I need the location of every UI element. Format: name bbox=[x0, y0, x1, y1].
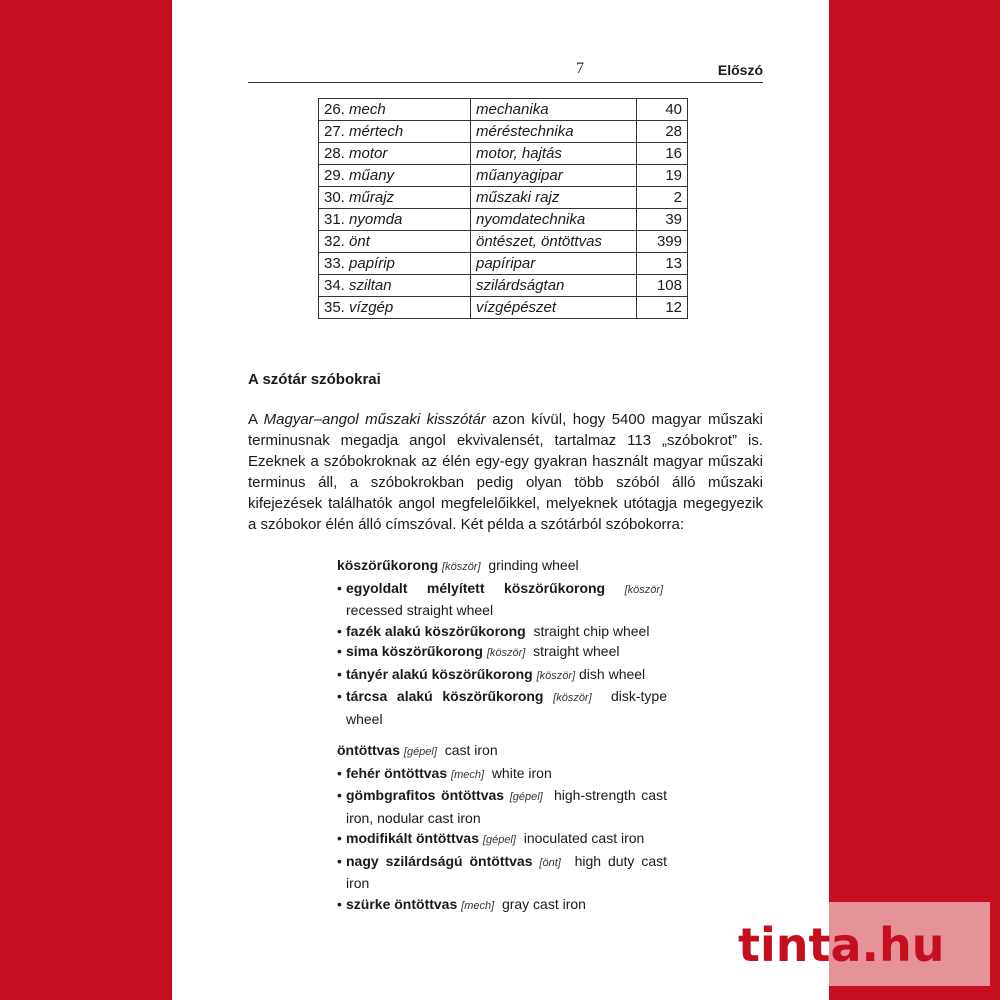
abbreviation: vízgép bbox=[349, 299, 394, 316]
table-row bbox=[319, 253, 688, 275]
abbreviation: mértech bbox=[349, 123, 404, 140]
domain-label: [köször] bbox=[442, 561, 481, 573]
table-row bbox=[319, 143, 688, 165]
abbreviation: műany bbox=[349, 167, 395, 184]
row-number: 34. bbox=[324, 277, 345, 294]
entry-headword-row bbox=[337, 740, 667, 763]
bullet-icon: • bbox=[337, 622, 342, 639]
row-number: 30. bbox=[324, 189, 345, 206]
abbreviation: mech bbox=[349, 101, 386, 118]
list-item: • tárcsa alakú köszörűkorong [köször] disk-type wheel bbox=[337, 688, 667, 727]
meaning: műanyagipar bbox=[471, 165, 637, 187]
table-row bbox=[319, 99, 688, 121]
abbreviation: nyomda bbox=[349, 211, 403, 228]
intro-paragraph: A Magyar–angol műszaki kisszótár azon kívül, hogy 5400 magyar műszaki terminusnak megadja angol ekvivalensét, tartalmaz 113 „szóbokrot” is. Ezeknek a szóbokroknak az élén egy-egy gyakran használt magyar műszaki terminus áll, a szóbokrokban pedig olyan több szóból álló műszaki kifejezések találhatók angol megfelelőikkel, melyeknek utótagja megegyezik a szóbokor élén álló címszóval. Két példa a szótárból szóbokorra: bbox=[248, 411, 763, 533]
count: 108 bbox=[637, 275, 688, 297]
meaning: vízgépészet bbox=[471, 297, 637, 319]
count: 19 bbox=[637, 165, 688, 187]
row-number: 32. bbox=[324, 233, 345, 250]
meaning: papíripar bbox=[471, 253, 637, 275]
meaning: mechanika bbox=[471, 99, 637, 121]
table-row bbox=[319, 165, 688, 187]
row-number: 26. bbox=[324, 101, 345, 118]
dictionary-entry-koszorukorong bbox=[337, 555, 667, 729]
entry-headword-row bbox=[337, 555, 667, 578]
row-number: 27. bbox=[324, 123, 345, 140]
table-row bbox=[319, 209, 688, 231]
count: 13 bbox=[637, 253, 688, 275]
table-row bbox=[319, 275, 688, 297]
bullet-icon: • bbox=[337, 787, 342, 803]
headword: öntöttvas bbox=[337, 742, 400, 758]
abbreviation-table bbox=[318, 98, 688, 319]
section-title: Előszó bbox=[717, 62, 763, 78]
table-row bbox=[319, 297, 688, 319]
list-item: • modifikált öntöttvas [gépel] inoculated cast iron bbox=[337, 828, 667, 851]
bullet-icon: • bbox=[337, 830, 342, 846]
table-row bbox=[319, 121, 688, 143]
dictionary-entry-ontottvas bbox=[337, 740, 667, 916]
translation: grinding wheel bbox=[488, 557, 579, 573]
page-number: 7 bbox=[576, 60, 584, 77]
list-item: • fehér öntöttvas [mech] white iron bbox=[337, 763, 667, 786]
count: 12 bbox=[637, 297, 688, 319]
translation: cast iron bbox=[444, 742, 498, 758]
running-head bbox=[248, 58, 763, 83]
row-number: 29. bbox=[324, 167, 345, 184]
row-number: 33. bbox=[324, 255, 345, 272]
row-number: 28. bbox=[324, 145, 345, 162]
row-number: 31. bbox=[324, 211, 345, 228]
list-item: • sima köszörűkorong [köször] straight wheel bbox=[337, 641, 667, 664]
abbreviation: papírip bbox=[349, 255, 395, 272]
meaning: öntészet, öntöttvas bbox=[471, 231, 637, 253]
list-item: • szürke öntöttvas [mech] gray cast iron bbox=[337, 894, 667, 917]
count: 28 bbox=[637, 121, 688, 143]
count: 2 bbox=[637, 187, 688, 209]
bullet-icon: • bbox=[337, 688, 342, 704]
meaning: méréstechnika bbox=[471, 121, 637, 143]
abbreviation: sziltan bbox=[349, 277, 392, 294]
count: 399 bbox=[637, 231, 688, 253]
bullet-icon: • bbox=[337, 643, 342, 659]
watermark-logo: tinta.hu bbox=[738, 918, 945, 972]
meaning: motor, hajtás bbox=[471, 143, 637, 165]
meaning: nyomdatechnika bbox=[471, 209, 637, 231]
list-item: • egyoldalt mélyített köszörűkorong [köször] recessed straight wheel bbox=[337, 579, 664, 618]
bullet-icon: • bbox=[337, 895, 342, 912]
bullet-icon: • bbox=[337, 852, 342, 869]
headword: köszörűkorong bbox=[337, 557, 439, 573]
book-page bbox=[172, 0, 829, 1000]
bullet-icon: • bbox=[337, 764, 342, 781]
book-title: Magyar–angol műszaki kisszótár bbox=[263, 411, 486, 428]
abbreviation: motor bbox=[349, 145, 388, 162]
abbreviation: önt bbox=[349, 233, 370, 250]
list-item: • tányér alakú köszörűkorong [köször] dish wheel bbox=[337, 664, 667, 687]
list-item: • fazék alakú köszörűkorong straight chip wheel bbox=[337, 621, 667, 642]
bullet-icon: • bbox=[337, 579, 342, 596]
bullet-icon: • bbox=[337, 665, 342, 682]
list-item: • nagy szilárdságú öntöttvas [önt] high duty cast iron bbox=[337, 852, 668, 891]
abbreviation: műrajz bbox=[349, 189, 395, 206]
count: 40 bbox=[637, 99, 688, 121]
count: 39 bbox=[637, 209, 688, 231]
table-row bbox=[319, 187, 688, 209]
meaning: szilárdságtan bbox=[471, 275, 637, 297]
count: 16 bbox=[637, 143, 688, 165]
domain-label: [gépel] bbox=[403, 746, 437, 758]
meaning: műszaki rajz bbox=[471, 187, 637, 209]
row-number: 35. bbox=[324, 299, 345, 316]
table-row bbox=[319, 231, 688, 253]
list-item: • gömbgrafitos öntöttvas [gépel] high-strength cast iron, nodular cast iron bbox=[337, 787, 667, 826]
section-heading: A szótár szóbokrai bbox=[248, 371, 381, 388]
